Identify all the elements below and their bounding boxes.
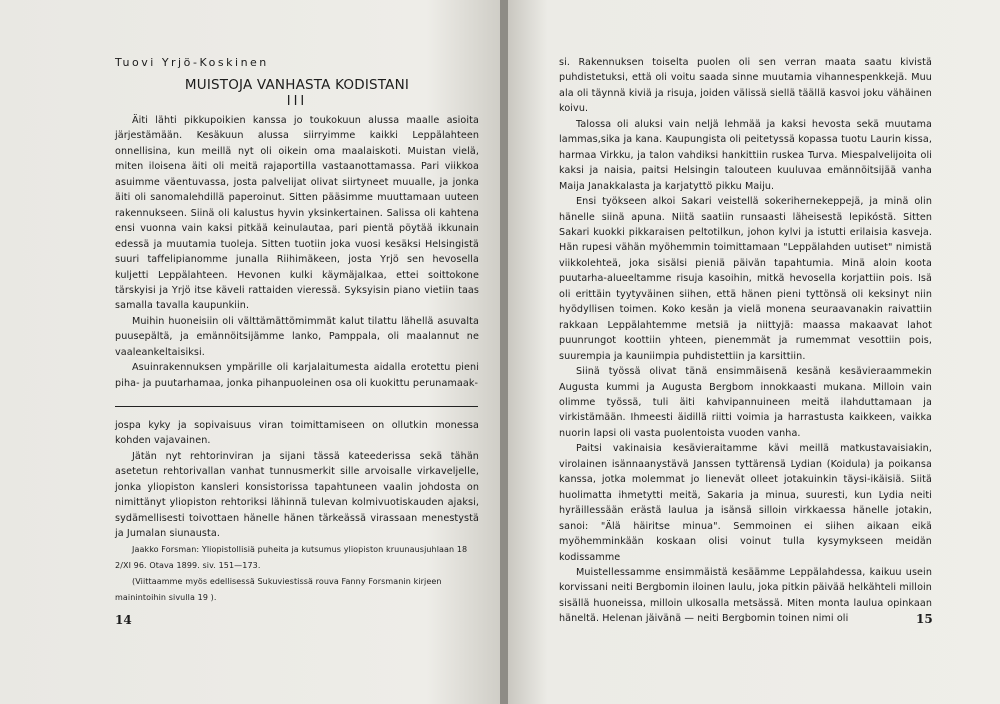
paragraph: Asuinrakennuksen ympärille oli karjalaitumesta aidalla erotettu pieni piha- ja puutarhamaa, jonka pihanpuoleinen osa oli kuokittu perunamaak- <box>115 362 479 389</box>
paragraph: Äiti lähti pikkupoikien kanssa jo toukokuun alussa maalle asioita järjestämään. Kesäkuun alussa siirryimme kaikki Leppälahteen onnellisina, kun meillä nyt oli oikein oma maalaiskoti. Muistan vielä, miten iloisena äiti oli meitä rajaportilla vastaanottamassa. Pari viikkoa asuimme väentuvassa, josta palvelijat olivat siirtyneet muualle, ja jonka äiti oli sanomalehdillä paperoinut. Sitten pääsimme muuttamaan uuteen rakennukseen. Siinä oli kalustus hyvin yksinkertainen. Salissa oli kahtena ensi vuonna vain kaksi pitkää keinulautaa, pari pientä pöytää ikkunain edessä ja muutamia tuoleja. Sitten tuotiin joka vuosi kesäksi Helsingistä suuri taffelipianomme junalla Riihimäkeen, josta Yrjö sen hevosella kuljetti Leppälahteen. Hevonen kulki käymäjalkaa, ettei soittokone tärskyisi ja Yrjö itse käveli rattaiden vieressä. Syksyisin piano vietiin taas samalla tavalla kaupunkiin. <box>115 115 479 312</box>
previous-article-continuation <box>115 418 479 606</box>
paragraph: jospa kyky ja sopivaisuus viran toimittamiseen on ollutkin monessa kohden vajavainen. <box>115 420 479 447</box>
article-body-left <box>115 113 479 391</box>
section-divider <box>115 406 478 407</box>
page-number: 15 <box>916 612 933 626</box>
part-number: III <box>286 94 308 109</box>
author-name: Tuovi Yrjö-Koskinen <box>115 56 269 69</box>
article-body-right <box>559 55 932 627</box>
paragraph: Paitsi vakinaisia kesävieraitamme kävi meillä matkustavaisiakin, virolainen isännaanystävä Janssen tyttärensä Lydian (Koidula) ja poikansa kanssa, jotka molemmat jo lienevät olleet jotakuinkin täysi-ikäisiä. Siitä huolimatta ihmetytti meitä, Sakaria ja minua, suuresti, kun Lydia neiti hyräillessään erästä laulua ja isänsä silloin virkkaessa hänelle jotakin, sanoi: "Älä häiritse minua". Semmoinen ei siihen aikaan eikä myöhemminkään koskaan olisi voinut tulla kysymykseen meidän kodissamme <box>559 443 932 563</box>
paragraph: Muihin huoneisiin oli välttämättömimmät kalut tilattu lähellä asuvalta puusepältä, ja emännöitsijämme lanko, Pamppala, oli maalannut ne vaaleankeltaisiksi. <box>115 315 479 358</box>
page-number: 14 <box>115 613 132 627</box>
paragraph: Jätän nyt rehtorinviran ja sijani tässä kateederissa sekä tähän asetetun rehtorivallan vanhat tunnusmerkit sille arvoisalle virkaveljelle, jonka yliopiston kansleri konsistorissa tapahtuneen vaalin johdosta on nimittänyt yliopiston rehtoriksi lähinnä tulevan kolmivuotiskauden ajaksi, sydämellisesti toivottaen hänelle hänen tärkeässä virassaan menestystä ja Jumalan siunausta. <box>115 450 479 540</box>
footnote-reference: (Viittaamme myös edellisessä Sukuviestissä rouva Fanny Forsmanin kirjeen mainintoihin sivulla 19 ). <box>115 576 442 602</box>
right-page <box>508 0 1000 704</box>
paragraph: Muistellessamme ensimmäistä kesäämme Leppälahdessa, kaikuu usein korvissani neiti Bergbomin iloinen laulu, joka pitkin päivää helkähteli milloin sisällä huoneissa, milloin ulkosalla metsässä. Miten monta laulua opinkaan häneltä. Helenan jäivänä — neiti Bergbomin toinen nimi oli <box>559 566 932 625</box>
paragraph: Ensi työkseen alkoi Sakari veistellä sokerihernekeppejä, ja minä olin hänelle siinä apuna. Niitä saatiin runsaasti läheisestä lepikóstä. Sitten Sakari kuokki pikkaraisen peltotilkun, johon kylvi ja istutti erilaisia kasveja. Hän rupesi vähän myöhemmin toimittamaan "Leppälahden uutiset" nimistä viikkolehteä, joka sisälsi pieniä päivän tapahtumia. Minä aloin koota puutarha-alueeltamme risuja kasoihin, mitkä hevosella korjattiin pois. Isä oli erittäin tyytyväinen siihen, että hänen pieni tyttönsä oli keksinyt niin hyödyllisen toimen. Koko kesän ja vielä monena seuraavanakin raivattiin rakkaan Leppälahtemme metsiä ja niittyjä: maassa makaavat lahot puunrungot koottiin yhteen, pienemmät ja rumemmat vesottiin pois, suurempia ja kauniimpia puhdistettiin ja karsittiin. <box>559 196 932 362</box>
paragraph: si. Rakennuksen toiselta puolen oli sen verran maata saatu kivistä puhdistetuksi, että oli voitu saada sinne muutamia vihannespenkkejä. Muu ala oli täynnä kiviä ja risuja, joiden välissä siellä täällä kasvoi joku vähäinen koivu. <box>559 57 932 115</box>
article-title: MUISTOJA VANHASTA KODISTANI <box>184 77 410 93</box>
paragraph: Talossa oli aluksi vain neljä lehmää ja kaksi hevosta sekä muutama lammas,sika ja kana. Kaupungista oli peitetyssä kopassa tuotu Laurin kissa, harmaa Virkku, ja talon vahdiksi hankittiin ruskea Turva. Miespalvelijoita oli kaksi ja naisia, paitsi Helsingin talouteen kuuluvaa emännöitsijää vanha Maija Janakkalasta ja karjatyttö pikku Maiju. <box>559 118 932 192</box>
paragraph: Siinä työssä olivat tänä ensimmäisenä kesänä kesävieraammekin Augusta kummi ja Augusta Bergbom innokkaasti mukana. Milloin vain olimme työssä, tuli äiti kahvipannuineen meitä ilahduttamaan ja virkistämään. Ihmeesti äidillä riitti voimia ja harrastusta kaikkeen, vaikka nuorin lapsi oli vasta puolentoista vuoden vanha. <box>559 366 932 439</box>
footnote-source: Jaakko Forsman: Yliopistollisiä puheita ja kutsumus yliopiston kruunausjuhlaan 18 2/XI 96. Otava 1899. siv. 151—173. <box>115 544 468 570</box>
